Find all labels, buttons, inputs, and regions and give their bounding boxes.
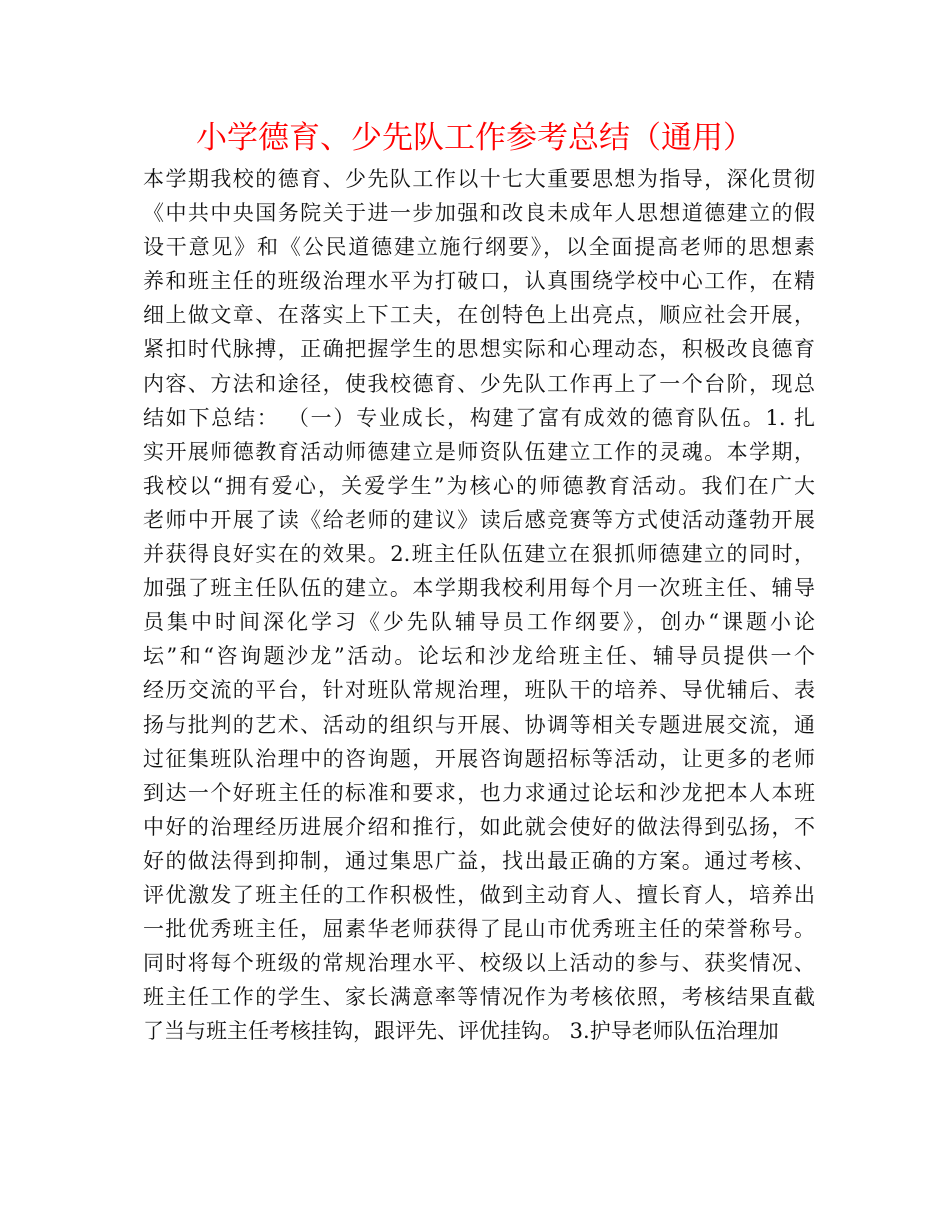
body-line: 细上做文章、在落实上下工夫，在创特色上出亮点，顺应社会开展， xyxy=(143,303,815,328)
document-body xyxy=(143,162,815,1048)
body-line: 过征集班队治理中的咨询题，开展咨询题招标等活动，让更多的老师 xyxy=(143,746,815,771)
body-line: 内容、方法和途径，使我校德育、少先队工作再上了一个台阶，现总 xyxy=(143,371,815,396)
body-line: 一批优秀班主任，屈素华老师获得了昆山市优秀班主任的荣誉称号。 xyxy=(143,917,815,942)
body-line: 员集中时间深化学习《少先队辅导员工作纲要》，创办“课题小论 xyxy=(143,610,815,635)
document-title: 小学德育、少先队工作参考总结（通用） xyxy=(196,120,754,156)
body-line: 中好的治理经历进展介绍和推行，如此就会使好的做法得到弘扬，不 xyxy=(143,814,815,839)
body-line: 加强了班主任队伍的建立。本学期我校利用每个月一次班主任、辅导 xyxy=(143,576,815,601)
body-line: 老师中开展了读《给老师的建议》读后感竞赛等方式使活动蓬勃开展 xyxy=(143,507,815,532)
body-line: 结如下总结： （一）专业成长，构建了富有成效的德育队伍。1. 扎 xyxy=(143,405,815,430)
body-line: 扬与批判的艺术、活动的组织与开展、协调等相关专题进展交流，通 xyxy=(143,712,815,737)
body-line: 养和班主任的班级治理水平为打破口，认真围绕学校中心工作，在精 xyxy=(143,269,815,294)
body-line: 班主任工作的学生、家长满意率等情况作为考核依照，考核结果直截 xyxy=(143,985,815,1010)
body-line: 《中共中央国务院关于进一步加强和改良未成年人思想道德建立的假 xyxy=(143,201,815,226)
body-line: 紧扣时代脉搏，正确把握学生的思想实际和心理动态，积极改良德育 xyxy=(143,337,815,362)
body-line: 并获得良好实在的效果。2.班主任队伍建立在狠抓师德建立的同时， xyxy=(143,542,815,567)
body-line: 评优激发了班主任的工作积极性，做到主动育人、擅长育人，培养出 xyxy=(143,882,815,907)
body-line: 本学期我校的德育、少先队工作以十七大重要思想为指导，深化贯彻 xyxy=(143,167,815,191)
body-line: 实开展师德教育活动师德建立是师资队伍建立工作的灵魂。本学期， xyxy=(143,439,815,464)
body-line: 同时将每个班级的常规治理水平、校级以上活动的参与、获奖情况、 xyxy=(143,951,815,976)
body-line: 坛”和“咨询题沙龙”活动。论坛和沙龙给班主任、辅导员提供一个 xyxy=(143,644,815,669)
body-line: 到达一个好班主任的标准和要求，也力求通过论坛和沙龙把本人本班 xyxy=(143,780,815,805)
body-line: 好的做法得到抑制，通过集思广益，找出最正确的方案。通过考核、 xyxy=(143,848,815,873)
body-line: 设干意见》和《公民道德建立施行纲要》，以全面提高老师的思想素 xyxy=(143,235,815,260)
body-line: 经历交流的平台，针对班队常规治理，班队干的培养、导优辅后、表 xyxy=(143,678,815,703)
body-line: 我校以“拥有爱心，关爱学生”为核心的师德教育活动。我们在广大 xyxy=(143,473,815,498)
body-line: 了当与班主任考核挂钩，跟评先、评优挂钩。 3.护导老师队伍治理加 xyxy=(143,1019,779,1044)
